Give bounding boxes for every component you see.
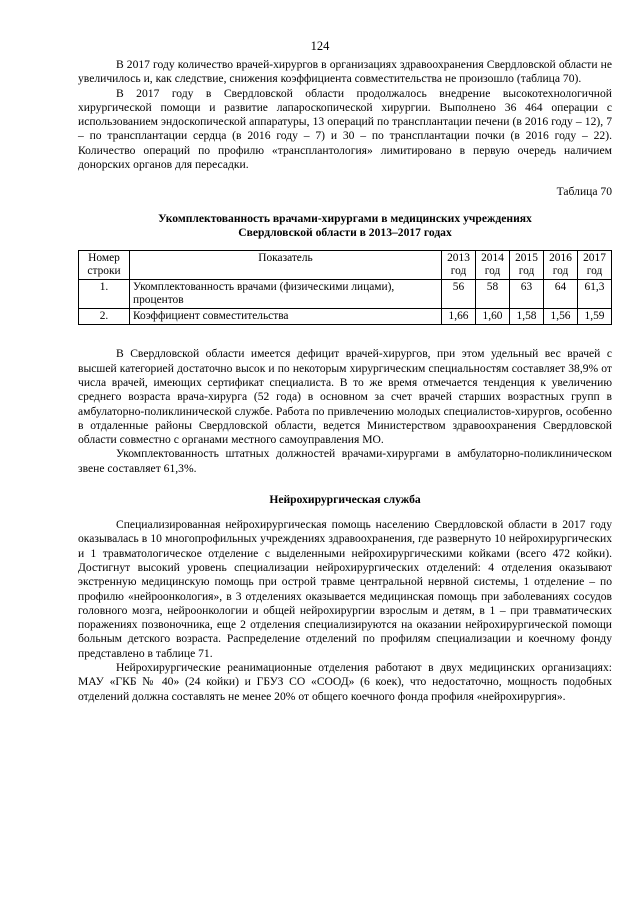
row-indicator: Коэффициент совместительства <box>130 309 442 325</box>
neurosurgery-paragraph-2: Нейрохирургические реанимационные отделения работают в двух медицинских организациях: МАУ «ГКБ № 40» (24 койки) и ГБУЗ СО «СООД» (6 коек), что недостаточно, мощность подобных отделений должна составлять не менее 20% от общего коечного фонда профиля «нейрохирургия». <box>78 661 612 703</box>
row-value-2014: 58 <box>476 280 510 309</box>
row-value-2016: 64 <box>544 280 578 309</box>
row-value-2017: 61,3 <box>578 280 612 309</box>
row-indicator: Укомплектованность врачами (физическими лицами), процентов <box>130 280 442 309</box>
header-year-2014: 2014 год <box>476 251 510 280</box>
page-number: 124 <box>310 39 330 53</box>
neurosurgery-paragraph-1: Специализированная нейрохирургическая помощь населению Свердловской области в 2017 году оказывалась в 10 многопрофильных учреждениях здравоохранения, где развернуто 10 нейрохирургических и 1 травматологическое отделение с выделенными нейрохирургическими койками (всего 472 койки). Достигнут высокий уровень специализации нейрохирургических отделений: 4 отделения оказывают экстренную медицинскую помощь при острой травме центральной нервной системы, 1 отделение – по профилю «нейроонкология», в 3 отделениях оказывается медицинская помощь при заболеваниях сосудов головного мозга, нейроонкологии и общей нейрохирургии взрослым и детям, в 1 – при травматических поражениях позвоночника, еще 2 отделения специализируются на оказании нейрохирургической помощи больным детского возраста. Распределение отделений по профилям специализации и коечному фонду представлено в таблице 71. <box>78 518 612 660</box>
table-title <box>78 212 612 240</box>
row-value-2014: 1,60 <box>476 309 510 325</box>
post-table-text <box>78 347 612 476</box>
row-value-2013: 56 <box>442 280 476 309</box>
table-title-line-2: Свердловской области в 2013–2017 годах <box>238 226 452 240</box>
header-year-2017: 2017 год <box>578 251 612 280</box>
intro-paragraph-1: В 2017 году количество врачей-хирургов в организациях здравоохранения Свердловской области не увеличилось и, как следствие, снижения коэффициента совместительства не произошло (таблица 70). <box>78 58 612 86</box>
row-number: 2. <box>79 309 130 325</box>
header-year-2015: 2015 год <box>510 251 544 280</box>
table-row <box>79 280 612 309</box>
table-header-row <box>79 251 612 280</box>
table-title-line-1: Укомплектованность врачами-хирургами в медицинских учреждениях <box>158 212 532 226</box>
row-number: 1. <box>79 280 130 309</box>
header-indicator: Показатель <box>130 251 442 280</box>
header-year-2016: 2016 год <box>544 251 578 280</box>
row-value-2017: 1,59 <box>578 309 612 325</box>
header-row-number: Номер строки <box>79 251 130 280</box>
header-year-2013: 2013 год <box>442 251 476 280</box>
table-row <box>79 309 612 325</box>
body-paragraph-deficit: В Свердловской области имеется дефицит врачей-хирургов, при этом удельный вес врачей с высшей категорией достаточно высок и по некоторым хирургическим специальностям составляет 38,9% от числа врачей, имеющих сертификат специалиста. В то же время отмечается тенденция к увеличению среднего возраста врача-хирурга (52 года) в основном за счет врачей старших возрастных групп в амбулаторно-поликлинической службе. Работа по привлечению молодых специалистов-хирургов, особенно в отдаленные районы Свердловской области, ведется Министерством здравоохранения Свердловской области совместно с органами местного самоуправления МО. <box>78 347 612 447</box>
document-body <box>78 58 612 704</box>
row-value-2015: 63 <box>510 280 544 309</box>
staffing-table <box>78 250 612 325</box>
body-paragraph-staffing: Укомплектованность штатных должностей врачами-хирургами в амбулаторно-поликлиническом звене составляет 61,3%. <box>78 447 612 475</box>
section-heading: Нейрохирургическая служба <box>269 493 421 507</box>
intro-paragraph-2: В 2017 году в Свердловской области продолжалось внедрение высокотехнологичной хирургической помощи и развитие лапароскопической хирургии. Выполнено 36 464 операции с использованием эндоскопической аппаратуры, 13 операций по трансплантации печени (в 2016 году – 12), 7 – по трансплантации сердца (в 2016 году – 7) и 30 – по трансплантации почки (в 2016 году – 22). Количество операций по профилю «трансплантология» лимитировано в первую очередь наличием донорских органов для пересадки. <box>78 86 612 172</box>
row-value-2016: 1,56 <box>544 309 578 325</box>
row-value-2015: 1,58 <box>510 309 544 325</box>
row-value-2013: 1,66 <box>442 309 476 325</box>
table-label: Таблица 70 <box>556 185 612 199</box>
